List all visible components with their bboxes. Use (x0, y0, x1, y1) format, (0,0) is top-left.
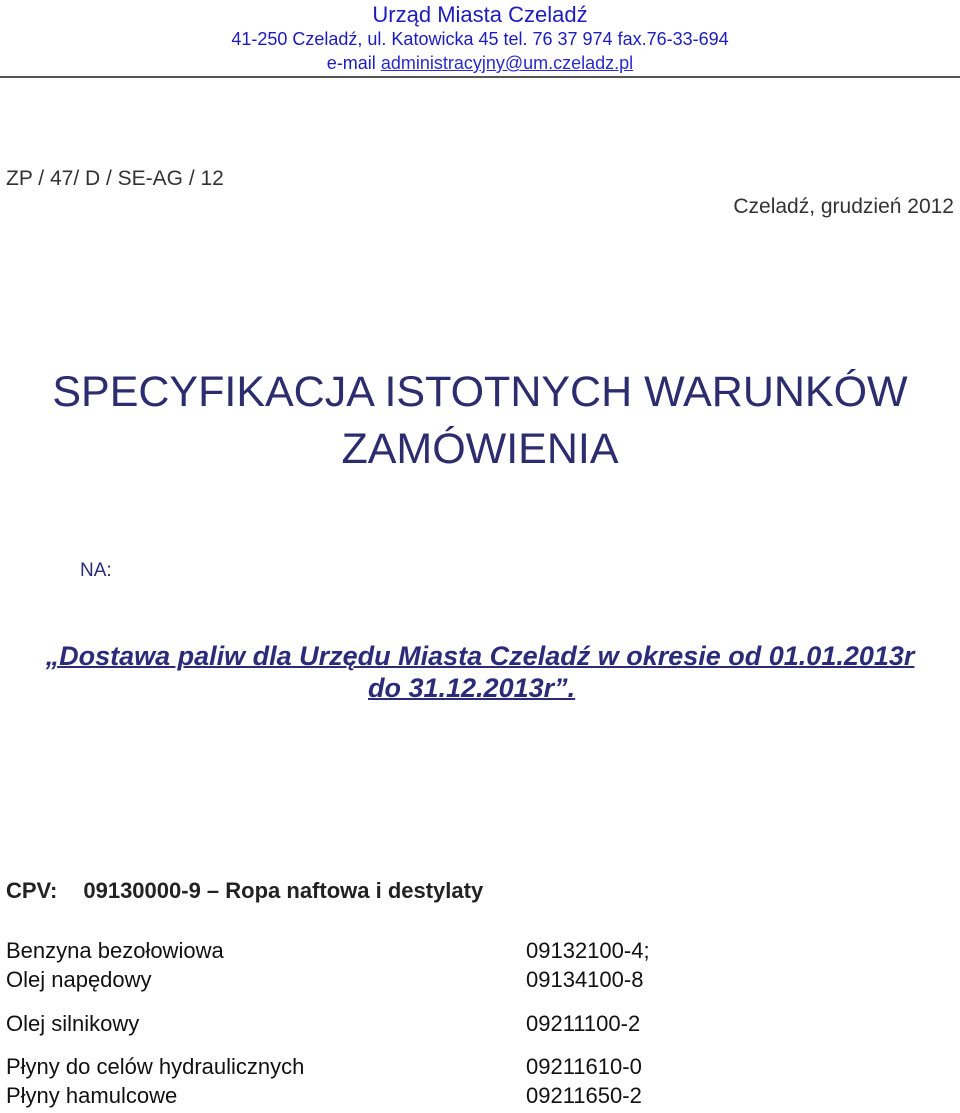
cpv-main-code: 09130000-9 – Ropa naftowa i destylaty (83, 878, 484, 903)
cpv-main (6, 878, 483, 904)
item-name: Płyny hamulcowe (6, 1083, 178, 1108)
item-code: 09211100-2 (526, 1011, 641, 1036)
item-name: Płyny do celów hydraulicznych (6, 1054, 305, 1079)
office-name: Urząd Miasta Czeladź (372, 2, 588, 27)
subject-line1: „Dostawa paliw dla Urzędu Miasta Czeladź w okresie od 01.01.2013r (45, 641, 915, 671)
document-heading-line1: SPECYFIKACJA ISTOTNYCH WARUNKÓW (52, 368, 908, 416)
email-link[interactable]: administracyjny@um.czeladz.pl (380, 53, 634, 73)
item-code: 09132100-4; (526, 938, 650, 963)
for-label: NA: (80, 560, 112, 581)
office-address: 41-250 Czeladź, ul. Katowicka 45 tel. 76 37 974 fax.76-33-694 (231, 29, 729, 49)
email-prefix: e-mail (326, 53, 381, 73)
item-code: 09211610-0 (526, 1054, 642, 1079)
header-divider (0, 76, 960, 78)
subject-line2: do 31.12.2013r”. (368, 673, 576, 703)
cpv-label: CPV: (6, 878, 58, 903)
item-code: 09211650-2 (526, 1083, 642, 1108)
reference-number: ZP / 47/ D / SE-AG / 12 (6, 167, 224, 190)
place-date: Czeladź, grudzień 2012 (733, 195, 954, 218)
document-heading-line2: ZAMÓWIENIA (341, 425, 619, 473)
item-name: Olej silnikowy (6, 1011, 140, 1036)
item-name: Benzyna bezołowiowa (6, 938, 224, 963)
item-code: 09134100-8 (526, 967, 644, 992)
office-email-line (0, 53, 960, 74)
item-name: Olej napędowy (6, 967, 152, 992)
